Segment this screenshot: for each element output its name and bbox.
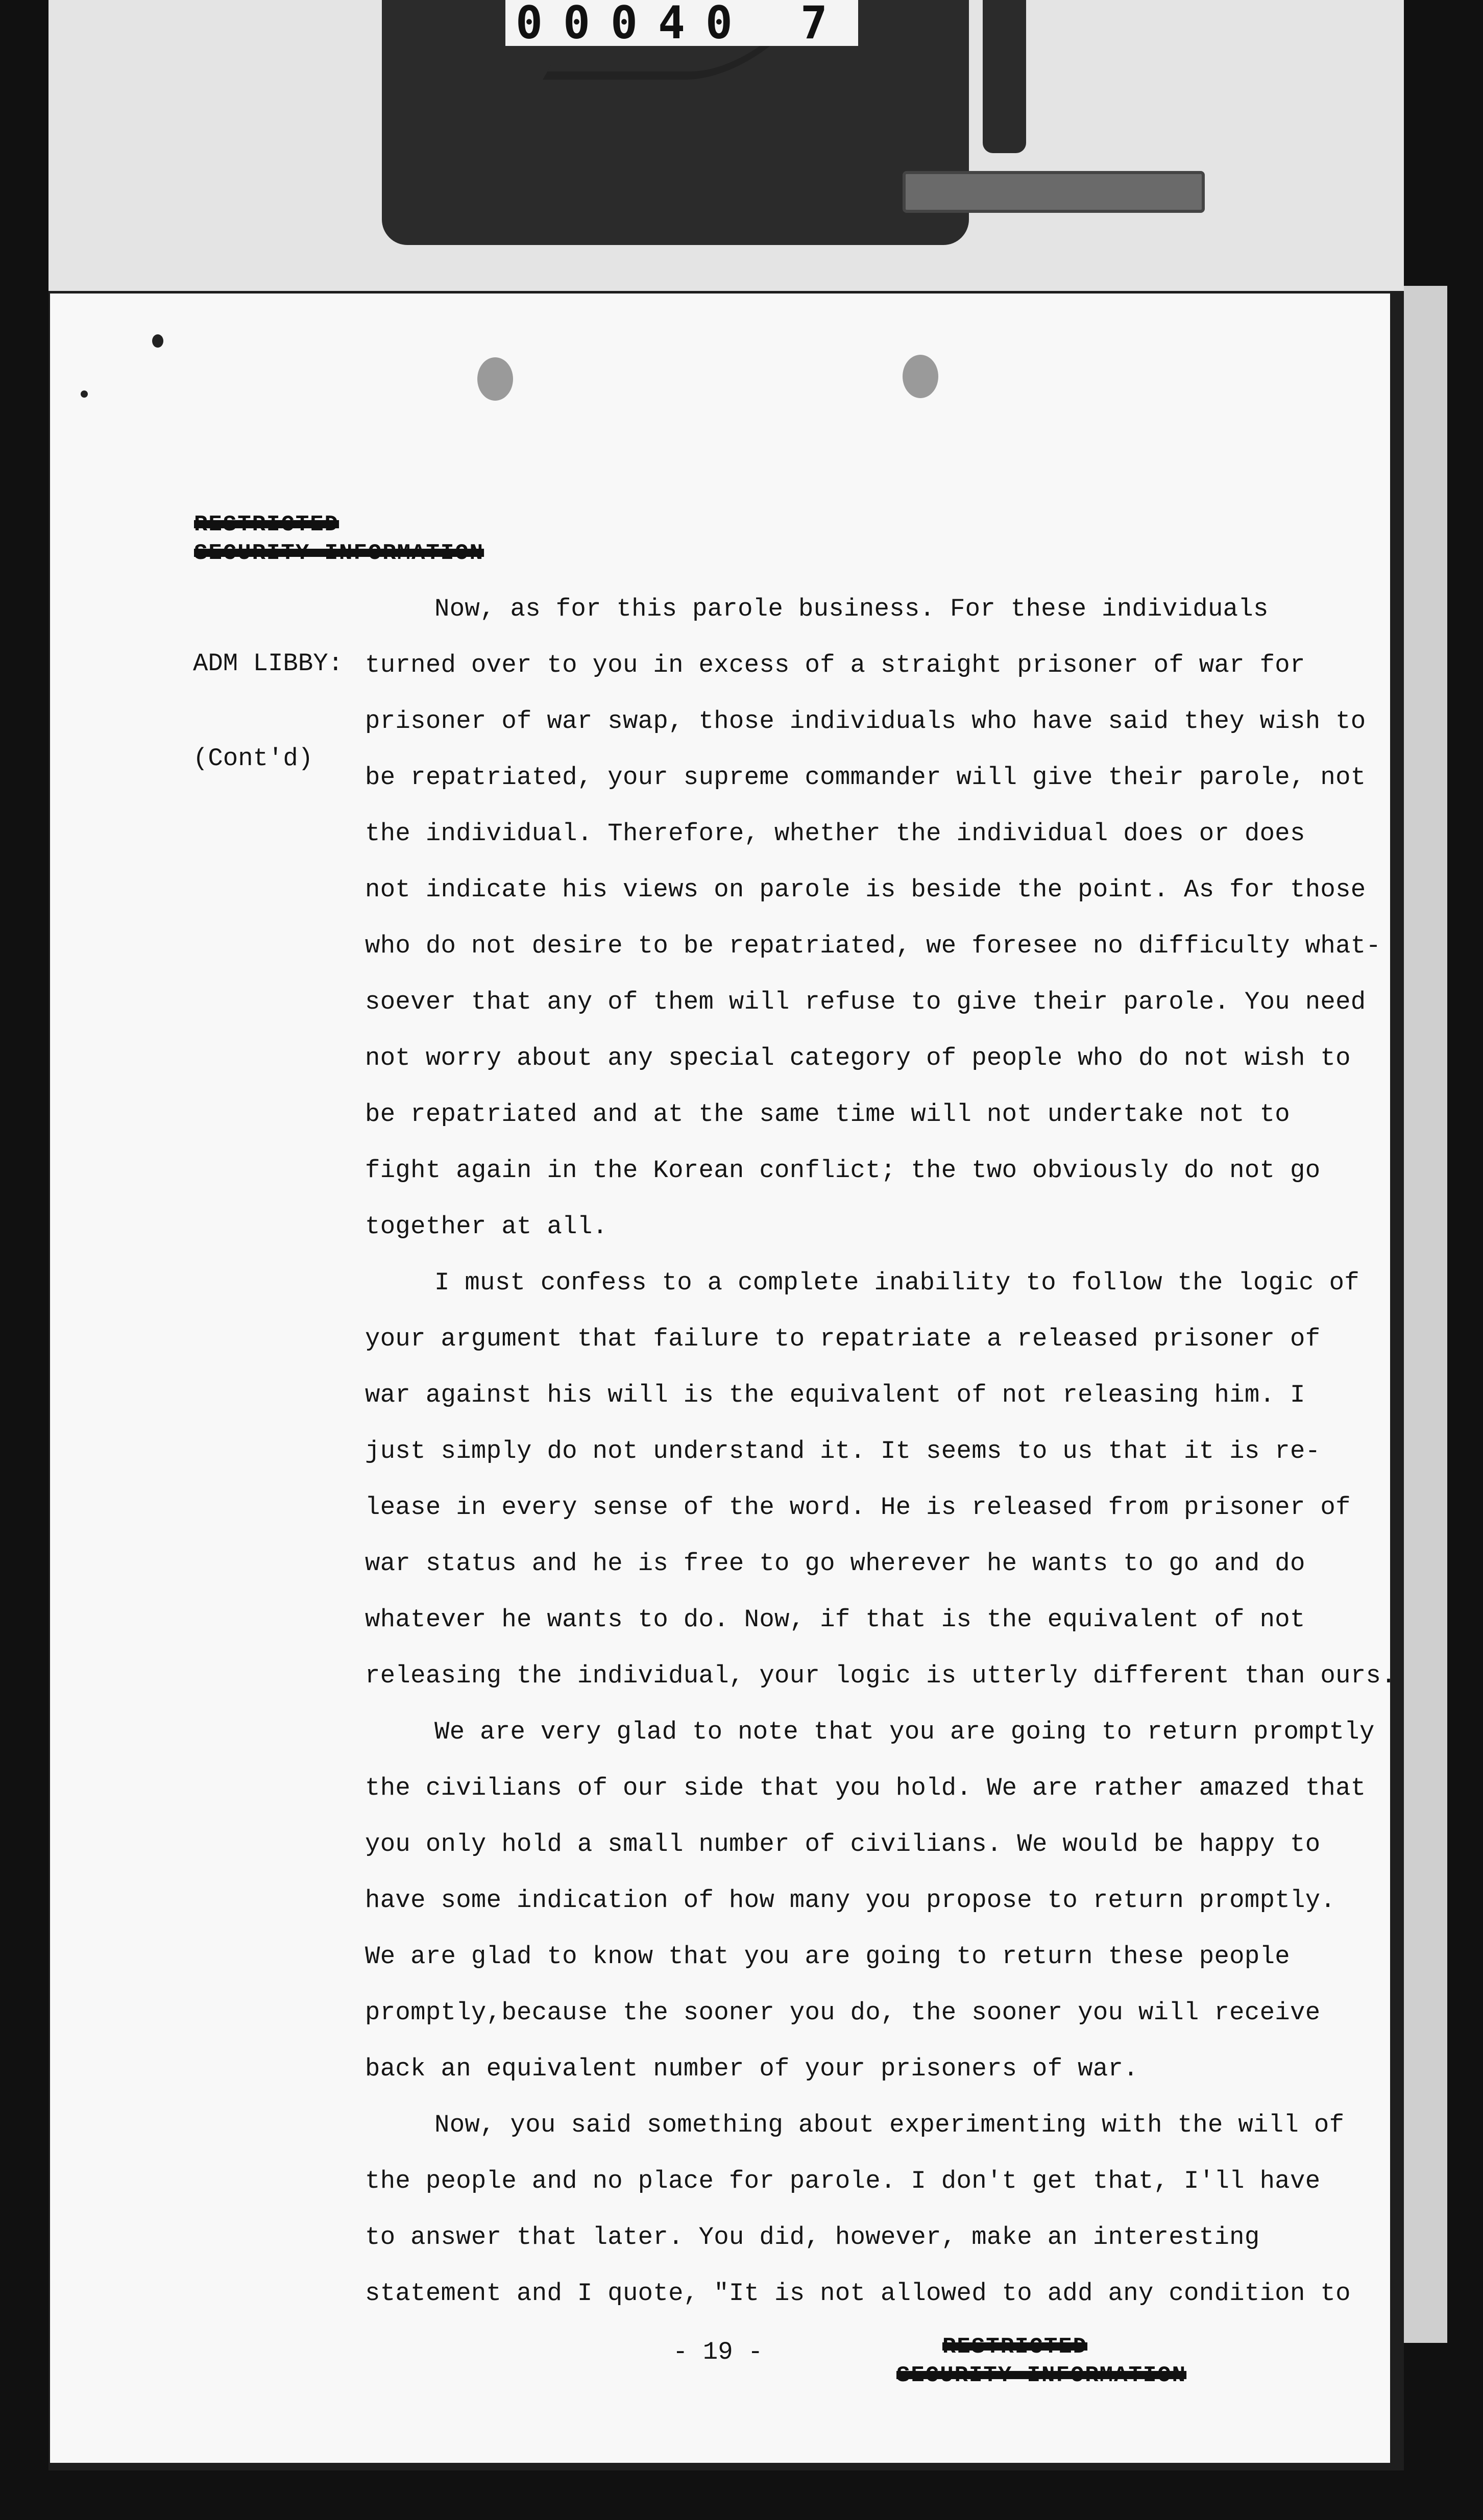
text-line: whatever he wants to do. Now, if that is the equivalent of not [365, 1605, 1305, 1634]
statement-body [365, 581, 1396, 2321]
text-line: the people and no place for parole. I don't get that, I'll have [365, 2167, 1321, 2195]
underlying-sheet-edge [1404, 286, 1447, 2343]
bottom-classification-stamp [896, 2333, 1186, 2390]
text-line: back an equivalent number of your prisoners of war. [365, 2054, 1138, 2083]
punch-hole-right [903, 355, 938, 398]
stamp-line-restricted: RESTRICTED [942, 2334, 1088, 2360]
text-line: war against his will is the equivalent of not releasing him. I [365, 1381, 1305, 1409]
text-line: to answer that later. You did, however, make an interesting [365, 2223, 1260, 2252]
text-line: turned over to you in excess of a straight prisoner of war for [365, 651, 1305, 679]
speaker-continued: (Cont'd) [193, 744, 313, 773]
text-line: We are very glad to note that you are going to return promptly [434, 1718, 1375, 1746]
text-line: the civilians of our side that you hold. We are rather amazed that [365, 1774, 1366, 1802]
top-classification-stamp [194, 510, 484, 568]
text-line: fight again in the Korean conflict; the two obviously do not go [365, 1156, 1321, 1185]
text-line: war status and he is free to go wherever he wants to go and do [365, 1549, 1305, 1578]
bottom-film-edge [0, 2470, 1483, 2520]
text-line: statement and I quote, "It is not allowed to add any condition to [365, 2279, 1351, 2308]
text-line: releasing the individual, your logic is utterly different than ours. [365, 1661, 1396, 1690]
left-film-edge [0, 0, 48, 2520]
stamp-line-restricted: RESTRICTED [194, 512, 339, 537]
speaker-name: ADM LIBBY: [193, 649, 344, 678]
speaker-label [193, 584, 343, 838]
page-number: - 19 - [673, 2338, 763, 2366]
text-line: be repatriated and at the same time will not undertake not to [365, 1100, 1290, 1129]
text-line: lease in every sense of the word. He is released from prisoner of [365, 1493, 1351, 1522]
text-line: promptly,because the sooner you do, the sooner you will receive [365, 1998, 1321, 2027]
text-line: you only hold a small number of civilians. We would be happy to [365, 1830, 1321, 1858]
ink-speck [81, 390, 88, 398]
text-line: together at all. [365, 1212, 608, 1241]
punch-hole-left [477, 357, 513, 401]
text-line: just simply do not understand it. It seems to us that it is re- [365, 1437, 1321, 1465]
text-line: the individual. Therefore, whether the individual does or does [365, 819, 1305, 848]
text-line: I must confess to a complete inability to follow the logic of [434, 1268, 1359, 1297]
text-line: have some indication of how many you propose to return promptly. [365, 1886, 1336, 1915]
text-line: your argument that failure to repatriate a released prisoner of [365, 1325, 1321, 1353]
text-line: prisoner of war swap, those individuals who have said they wish to [365, 707, 1366, 736]
text-line: not worry about any special category of people who do not wish to [365, 1044, 1351, 1072]
stamp-line-security-information: SECURITY INFORMATION [194, 541, 484, 566]
text-line: who do not desire to be repatriated, we foresee no difficulty what- [365, 932, 1381, 960]
text-line: soever that any of them will refuse to give their parole. You need [365, 988, 1366, 1016]
counter-knob [983, 0, 1026, 153]
ink-speck [152, 334, 163, 348]
text-line: Now, you said something about experimenting with the will of [434, 2111, 1345, 2139]
text-line: Now, as for this parole business. For these individuals [434, 595, 1269, 623]
text-line: not indicate his views on parole is beside the point. As for those [365, 875, 1366, 904]
text-line: be repatriated, your supreme commander will give their parole, not [365, 763, 1366, 792]
frame-counter-digits: 00040 7 [505, 0, 858, 46]
text-line: We are glad to know that you are going to return these people [365, 1942, 1290, 1971]
counter-slot [903, 171, 1205, 213]
stamp-line-security-information: SECURITY INFORMATION [896, 2363, 1187, 2388]
document-page [50, 293, 1396, 2463]
